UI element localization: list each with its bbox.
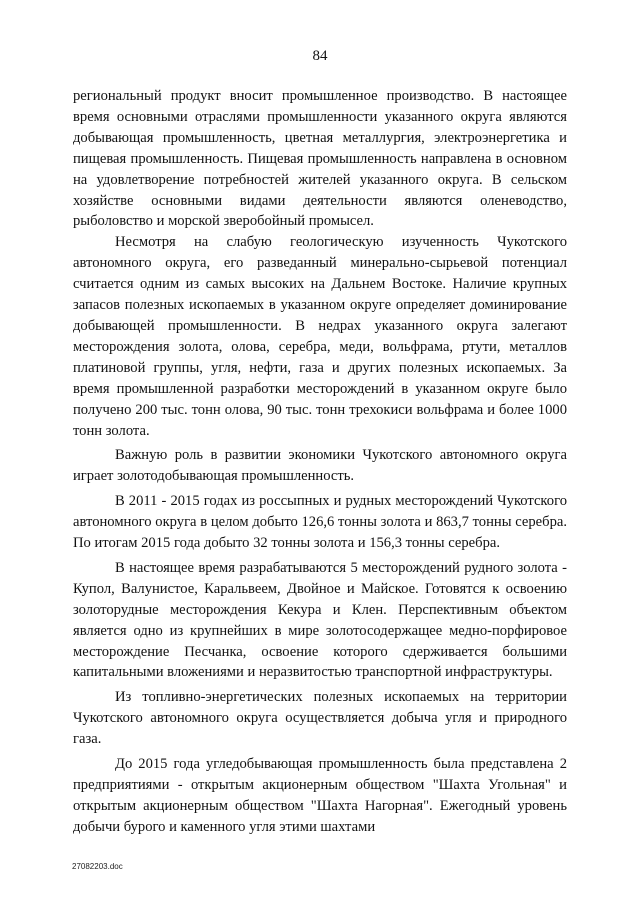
paragraph-coal-mining: До 2015 года угледобывающая промышленность была представлена 2 предприятиями - открытым акционерным обществом "Шахта Угольная" и открытым акционерным обществом "Шахта Нагорная". Ежегодный уровень добычи бурого и каменного угля этими шахтами: [73, 756, 567, 835]
document-body: [73, 86, 567, 838]
paragraph-gold-deposits: В настоящее время разрабатываются 5 месторождений рудного золота - Купол, Валунистое, Каральвеем, Двойное и Майское. Готовятся к освоению золоторудные месторождения Кекура и Клен. Перспективным объектом является одно из крупнейших в мире золотосодержащее медно-порфировое месторождение Песчанка, освоение которого сдерживается большими капитальными вложениями и неразвитостью транспортной инфраструктуры.: [73, 559, 567, 681]
paragraph-economy-sectors: региональный продукт вносит промышленное производство. В настоящее время основными отраслями промышленности указанного округа являются добывающая промышленность, цветная металлургия, электроэнергетика и пищевая промышленность. Пищевая промышленность направлена в основном на удовлетворение потребностей жителей указанного округа. В сельском хозяйстве основными видами деятельности являются оленеводство, рыболовство и морской зверобойный промысел.: [73, 88, 567, 230]
paragraph-mineral-potential: Несмотря на слабую геологическую изученность Чукотского автономного округа, его разведанный минерально-сырьевой потенциал считается одним из самых высоких на Дальнем Востоке. Наличие крупных запасов полезных ископаемых в указанном округе определяет доминирование добывающей промышленности. В недрах указанного округа залегают месторождения золота, олова, серебра, меди, вольфрама, ртути, металлов платиновой группы, угля, нефти, газа и других полезных ископаемых. За время промышленной разработки месторождений в указанном округе было получено 200 тыс. тонн олова, 90 тыс. тонн трехокиси вольфрама и более 1000 тонн золота.: [73, 234, 567, 439]
footer-filename: 27082203.doc: [72, 862, 123, 871]
paragraph-gold-output: В 2011 - 2015 годах из россыпных и рудных месторождений Чукотского автономного округа в целом добыто 126,6 тонны золота и 863,7 тонны серебра. По итогам 2015 года добыто 32 тонны золота и 156,3 тонны серебра.: [73, 493, 567, 552]
paragraph-fuel-energy: Из топливно-энергетических полезных ископаемых на территории Чукотского автономного округа осуществляется добыча угля и природного газа.: [73, 689, 567, 748]
paragraph-gold-industry-role: Важную роль в развитии экономики Чукотского автономного округа играет золотодобывающая промышленность.: [73, 447, 567, 485]
page-number: 84: [312, 48, 328, 64]
